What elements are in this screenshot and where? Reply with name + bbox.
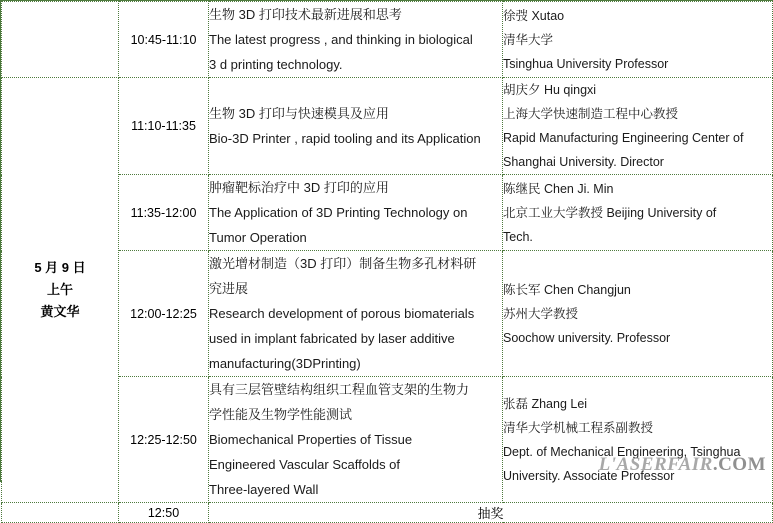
topic-line: The latest progress , and thinking in biological xyxy=(209,32,473,47)
time-cell: 11:10-11:35 xyxy=(119,78,209,175)
table-row xyxy=(2,2,773,78)
day-cell-empty-final xyxy=(2,503,119,523)
topic-line: used in implant fabricated by laser additive xyxy=(209,331,455,346)
speaker-affiliation-en: Tsinghua University Professor xyxy=(503,56,669,71)
speaker-name: 徐弢 Xutao xyxy=(503,8,565,23)
topic-line: Biomechanical Properties of Tissue xyxy=(209,432,413,447)
day-line: 黄文华 xyxy=(40,304,80,319)
table-row xyxy=(2,78,773,175)
speaker-name: 陈继民 Chen Ji. Min xyxy=(503,181,614,196)
topic-cell xyxy=(209,377,503,503)
speaker-affiliation-en: Rapid Manufacturing Engineering Center of xyxy=(503,131,744,145)
speaker-affiliation-cn: 清华大学机械工程系副教授 xyxy=(503,420,654,435)
speaker-name: 胡庆夕 Hu qingxi xyxy=(503,83,597,97)
final-label-cell: 抽奖 xyxy=(209,503,773,523)
topic-line: Engineered Vascular Scaffolds of xyxy=(209,457,401,472)
watermark-domain: .COM xyxy=(712,454,766,475)
speaker-affiliation-cn: 上海大学快速制造工程中心教授 xyxy=(503,107,679,121)
time-cell: 10:45-11:10 xyxy=(119,2,209,78)
day-cell xyxy=(2,78,119,503)
watermark-brand: L'ASERFAIR xyxy=(598,454,713,475)
speaker-affiliation-en: Shanghai University. Director xyxy=(503,155,664,169)
speaker-affiliation-en: University. Associate Professor xyxy=(503,468,675,483)
topic-line: 肿瘤靶标治疗中 3D 打印的应用 xyxy=(209,180,389,195)
speaker-affiliation-en: Tech. xyxy=(503,229,533,244)
speaker-cell xyxy=(503,175,773,251)
speaker-cell xyxy=(503,377,773,503)
speaker-affiliation-cn: 北京工业大学教授 Beijing University of xyxy=(503,205,717,220)
topic-cell xyxy=(209,251,503,377)
topic-line: 3 d printing technology. xyxy=(209,57,343,72)
speaker-affiliation-cn: 苏州大学教授 xyxy=(503,306,579,321)
table-row-final xyxy=(2,503,773,523)
time-cell: 12:00-12:25 xyxy=(119,251,209,377)
topic-line: Bio-3D Printer , rapid tooling and its Application xyxy=(209,131,481,146)
topic-line: The Application of 3D Printing Technology on xyxy=(209,205,468,220)
topic-line: 具有三层管壁结构组织工程血管支架的生物力 xyxy=(209,382,470,397)
schedule-table xyxy=(1,1,773,523)
day-cell-empty xyxy=(2,2,119,78)
time-cell: 11:35-12:00 xyxy=(119,175,209,251)
time-cell: 12:25-12:50 xyxy=(119,377,209,503)
speaker-name: 陈长军 Chen Changjun xyxy=(503,282,631,297)
day-line: 上午 xyxy=(46,282,73,297)
topic-line: 激光增材制造（3D 打印）制备生物多孔材料研 xyxy=(209,256,477,271)
speaker-name: 张磊 Zhang Lei xyxy=(503,396,588,411)
speaker-affiliation-en: Soochow university. Professor xyxy=(503,330,671,345)
topic-cell xyxy=(209,2,503,78)
day-line: 5 月 9 日 xyxy=(34,260,86,275)
topic-line: Research development of porous biomaterials xyxy=(209,306,475,321)
speaker-cell xyxy=(503,2,773,78)
topic-line: 生物 3D 打印技术最新进展和思考 xyxy=(209,7,402,22)
topic-cell xyxy=(209,175,503,251)
topic-cell xyxy=(209,78,503,175)
topic-line: 学性能及生物学性能测试 xyxy=(209,407,353,422)
speaker-affiliation-cn: 清华大学 xyxy=(503,32,554,47)
final-time-cell: 12:50 xyxy=(119,503,209,523)
topic-line: 生物 3D 打印与快速模具及应用 xyxy=(209,106,389,121)
speaker-cell xyxy=(503,78,773,175)
topic-line: Tumor Operation xyxy=(209,230,307,245)
topic-line: manufacturing(3DPrinting) xyxy=(209,356,361,371)
topic-line: 究进展 xyxy=(209,281,249,296)
speaker-affiliation-en: Dept. of Mechanical Engineering, Tsinghua xyxy=(503,444,741,459)
topic-line: Three-layered Wall xyxy=(209,482,319,497)
speaker-cell xyxy=(503,251,773,377)
